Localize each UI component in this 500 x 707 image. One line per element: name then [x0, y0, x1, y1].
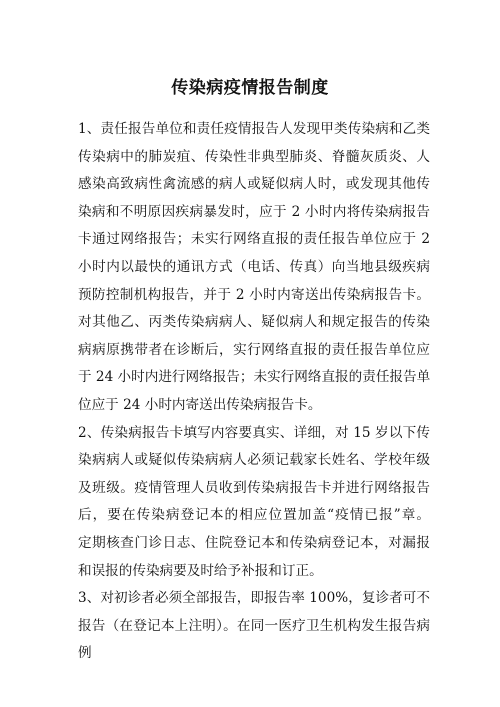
text-line: 于 24 小时内进行网络报告；未实行网络直报的责任报告单 — [78, 369, 430, 386]
text-line: 3、对初诊者必须全部报告，即报告率 100%，复诊者可不 — [78, 590, 430, 607]
text-line: 位应于 24 小时内寄送出传染病报告卡。 — [78, 396, 322, 413]
text-line: 卡通过网络报告；未实行网络直报的责任报告单位应于 2 — [78, 231, 430, 248]
text-line: 对其他乙、丙类传染病病人、疑似病人和规定报告的传染 — [78, 314, 430, 331]
text-line: 感染高致病性禽流感的病人或疑似病人时，或发现其他传 — [78, 176, 430, 193]
document-title: 传染病疫情报告制度 — [171, 78, 329, 98]
text-line: 预防控制机构报告，并于 2 小时内寄送出传染病报告卡。 — [78, 286, 430, 303]
text-line: 及班级。疫情管理人员收到传染病报告卡并进行网络报告 — [78, 479, 430, 496]
text-line: 1、责任报告单位和责任疫情报告人发现甲类传染病和乙类 — [78, 121, 430, 137]
text-line: 后，要在传染病登记本的相应位置加盖“疫情已报”章。 — [78, 507, 430, 524]
text-line: 染病病人或疑似传染病病人必须记载家长姓名、学校年级 — [78, 452, 430, 469]
text-line: 小时内以最快的通讯方式（电话、传真）向当地县级疾病 — [78, 258, 430, 275]
text-line: 和误报的传染病要及时给予补报和订正。 — [78, 562, 323, 579]
text-line: 定期核查门诊日志、住院登记本和传染病登记本，对漏报 — [78, 534, 430, 551]
text-line: 例 — [78, 645, 92, 662]
text-line: 染病和不明原因疾病暴发时，应于 2 小时内将传染病报告 — [78, 203, 430, 220]
text-line: 传染病中的肺炭疽、传染性非典型肺炎、脊髓灰质炎、人 — [78, 148, 430, 165]
text-line: 病病原携带者在诊断后，实行网络直报的责任报告单位应 — [78, 341, 430, 358]
document-body — [78, 116, 430, 668]
text-line: 报告（在登记本上注明）。在同一医疗卫生机构发生报告病 — [78, 617, 430, 634]
text-line: 2、传染病报告卡填写内容要真实、详细，对 15 岁以下传 — [78, 424, 430, 441]
